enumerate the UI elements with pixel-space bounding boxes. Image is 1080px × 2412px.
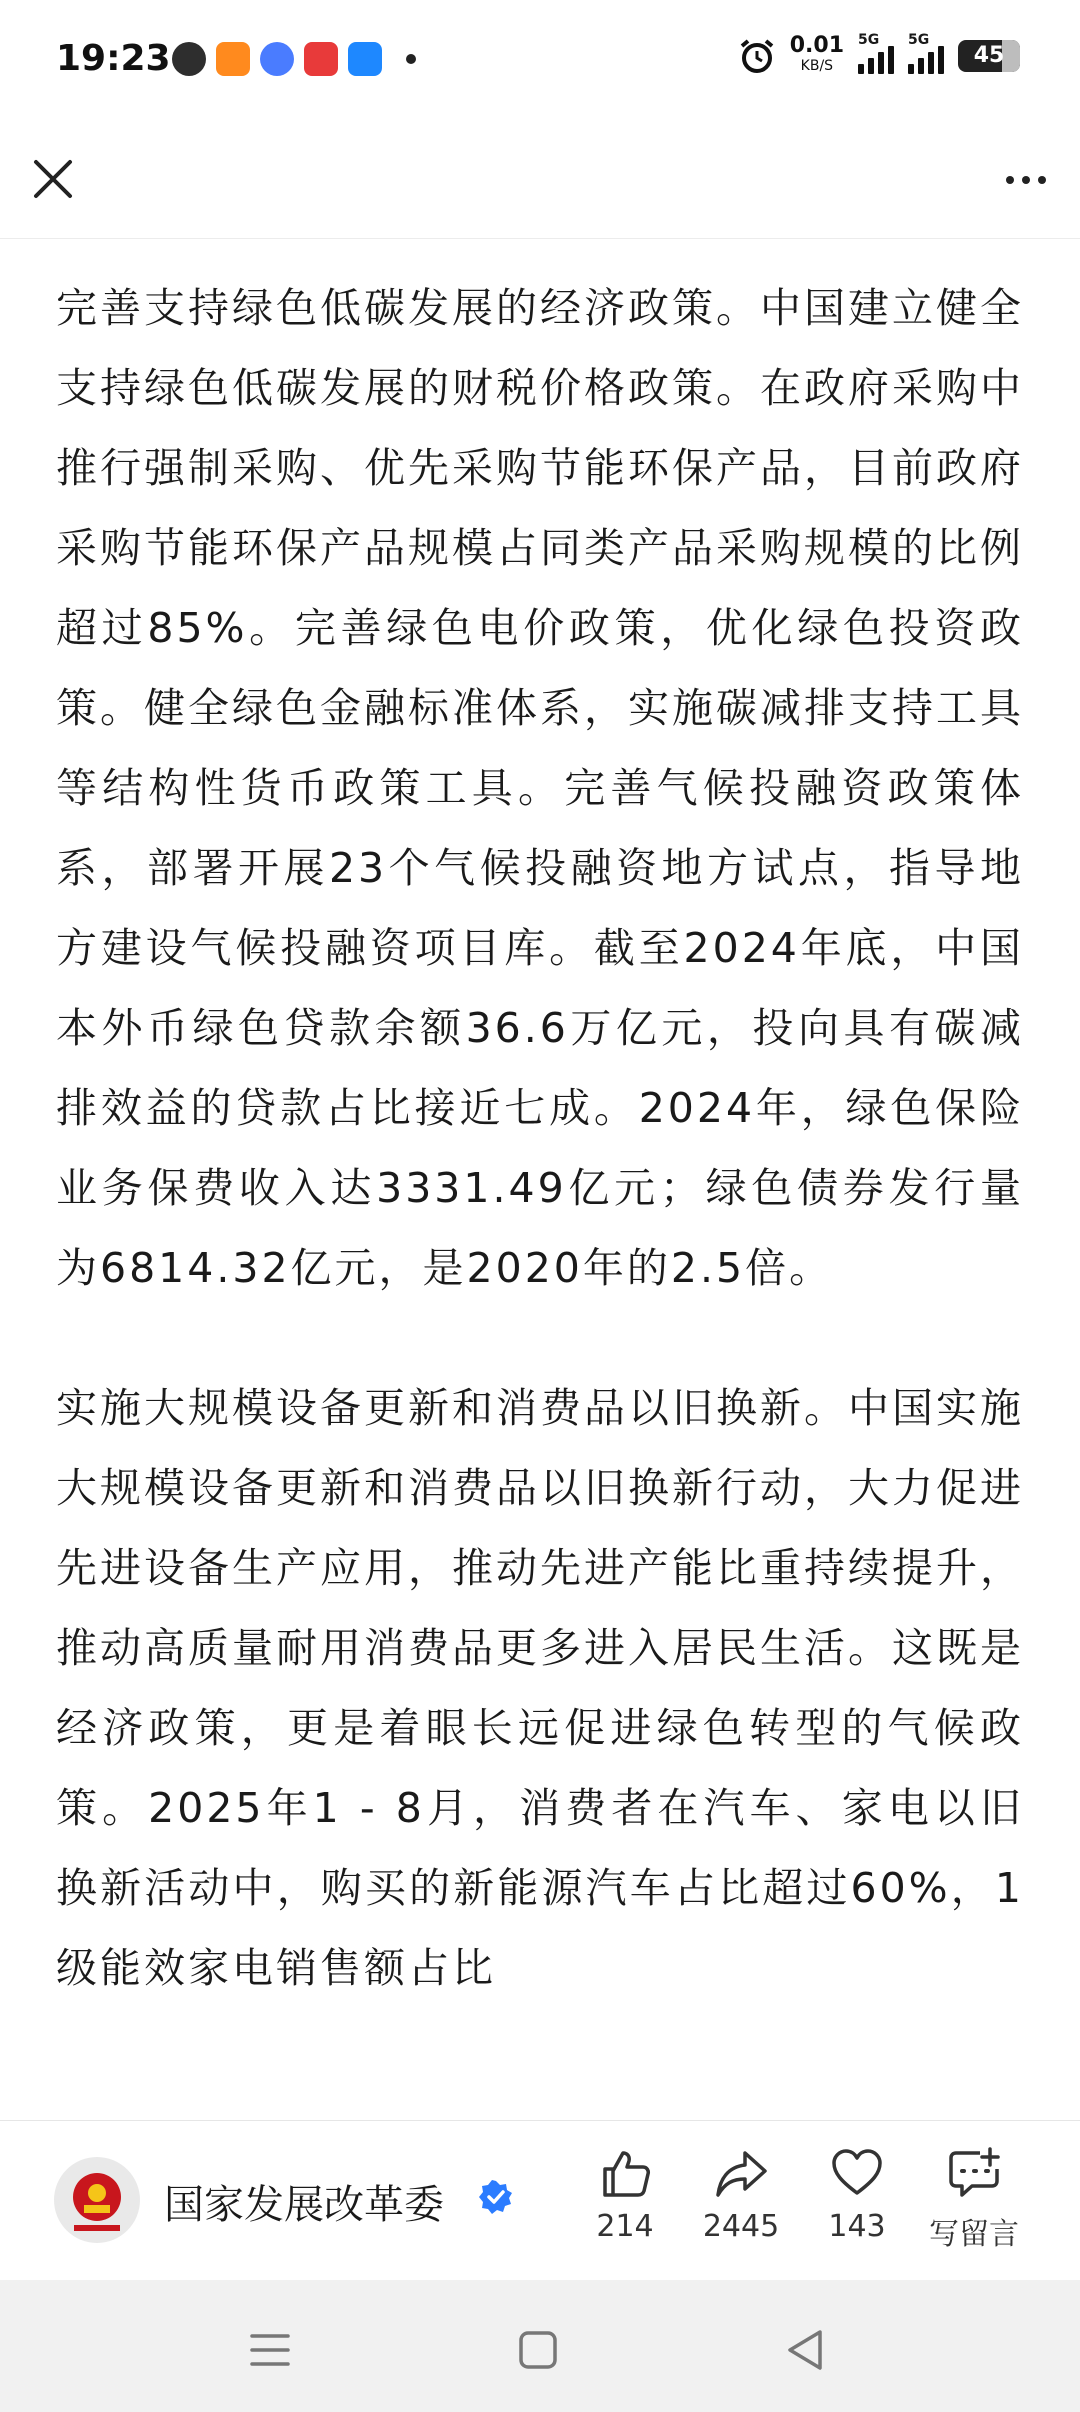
like-count: 214 xyxy=(596,2209,654,2244)
close-icon[interactable] xyxy=(24,150,82,208)
app-red-icon xyxy=(304,42,338,76)
thumbs-up-icon xyxy=(597,2145,653,2201)
battery-icon xyxy=(958,40,1020,72)
like-button[interactable] xyxy=(565,2145,685,2244)
home-icon[interactable] xyxy=(508,2320,568,2380)
app-blue-circle-icon xyxy=(260,42,294,76)
account-name[interactable]: 国家发展改革委 xyxy=(164,2182,444,2228)
app-blue-arrow-icon xyxy=(348,42,382,76)
signal-icon-1 xyxy=(858,32,894,74)
national-emblem-icon xyxy=(54,2157,140,2243)
bottom-action-bar xyxy=(0,2120,1080,2281)
top-toolbar xyxy=(0,120,1080,239)
net-speed-unit: KB/S xyxy=(800,58,834,74)
favorite-button[interactable] xyxy=(797,2145,917,2244)
signal-icon-2 xyxy=(908,32,944,74)
favorite-count: 143 xyxy=(828,2209,886,2244)
status-right xyxy=(738,32,1020,76)
write-comment-button[interactable] xyxy=(914,2145,1034,2253)
menu-icon[interactable] xyxy=(240,2320,300,2380)
share-button[interactable] xyxy=(681,2145,801,2244)
share-icon xyxy=(713,2145,769,2201)
app-orange-icon xyxy=(216,42,250,76)
status-time: 19:23 xyxy=(56,38,171,79)
status-bar xyxy=(0,0,1080,120)
signal-2-label: 5G xyxy=(908,32,930,48)
signal-1-label: 5G xyxy=(858,32,880,48)
article-body xyxy=(56,268,1024,2120)
article-paragraph-1: 完善支持绿色低碳发展的经济政策。中国建立健全支持绿色低碳发展的财税价格政策。在政府采购中推行强制采购、优先采购节能环保产品，目前政府采购节能环保产品规模占同类产品采购规模的比例超过85%。完善绿色电价政策，优化绿色投资政策。健全绿色金融标准体系，实施碳减排支持工具等结构性货币政策工具。完善气候投融资政策体系，部署开展23个气候投融资地方试点，指导地方建设气候投融资项目库。截至2024年底，中国本外币绿色贷款余额36.6万亿元，投向具有碳减排效益的贷款占比接近七成。2024年，绿色保险业务保费收入达3331.49亿元；绿色债券发行量为6814.32亿元，是2020年的2.5倍。 xyxy=(56,284,1024,1292)
net-speed-value: 0.01 xyxy=(789,33,844,58)
account-avatar[interactable] xyxy=(54,2157,140,2243)
alarm-icon xyxy=(738,37,776,75)
system-nav-bar xyxy=(0,2280,1080,2412)
status-app-icons xyxy=(172,42,416,76)
heart-icon xyxy=(829,2145,885,2201)
comment-plus-icon xyxy=(946,2145,1002,2201)
net-speed xyxy=(789,33,844,76)
more-icon[interactable] xyxy=(996,152,1056,208)
share-count: 2445 xyxy=(702,2209,780,2244)
wechat-icon xyxy=(172,42,206,76)
article-paragraph-2: 实施大规模设备更新和消费品以旧换新。中国实施大规模设备更新和消费品以旧换新行动，大力促进先进设备生产应用，推动先进产能比重持续提升，推动高质量耐用消费品更多进入居民生活。这既是经济政策，更是着眼长远促进绿色转型的气候政策。2025年1 - 8月，消费者在汽车、家电以旧换新活动中，购买的新能源汽车占比超过60%，1级能效家电销售额占比 xyxy=(56,1384,1024,1992)
more-notifications-icon xyxy=(406,54,416,64)
write-comment-label: 写留言 xyxy=(929,2217,1019,2252)
back-icon[interactable] xyxy=(776,2320,836,2380)
battery-level: 45 xyxy=(973,43,1005,68)
verified-badge-icon xyxy=(478,2179,514,2215)
